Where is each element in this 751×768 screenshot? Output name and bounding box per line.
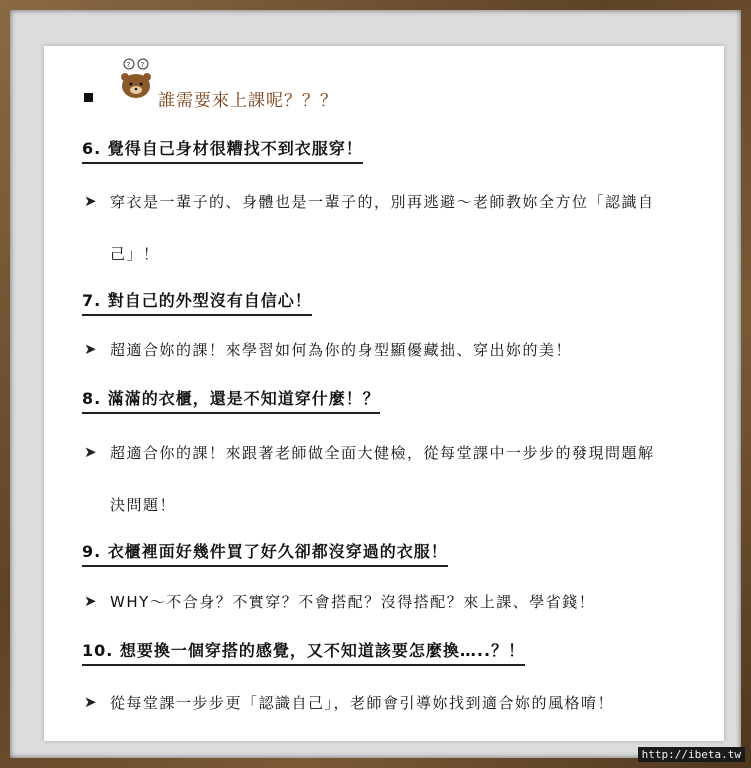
brown-bear-icon	[116, 58, 156, 100]
frame-mat	[10, 10, 741, 758]
heading-item-8	[82, 386, 380, 414]
heading-item-9	[82, 539, 448, 567]
item-text-line: 從每堂課一步步更「認識自己」，老師會引導妳找到適合妳的風格唷！	[110, 694, 615, 712]
item-number: 6.	[82, 139, 102, 158]
arrow-bullet-icon: ➤	[84, 443, 97, 461]
item-text-line: 己」！	[110, 245, 160, 263]
item-text-line: 決問題！	[110, 496, 177, 514]
item-text-line: 超適合妳的課！來學習如何為你的身型顯優藏拙、穿出妳的美！	[110, 341, 573, 359]
paper-sheet	[44, 46, 724, 741]
item-number: 10.	[82, 641, 114, 660]
item-number: 7.	[82, 291, 102, 310]
watermark-url: http://ibeta.tw	[638, 747, 745, 762]
item-heading: 覺得自己身材很糟找不到衣服穿！	[107, 139, 363, 158]
item-heading: 對自己的外型沒有自信心！	[107, 291, 312, 310]
item-number: 8.	[82, 389, 102, 408]
svg-text:?: ?	[140, 61, 145, 69]
item-heading: 衣櫃裡面好幾件買了好久卻都沒穿過的衣服！	[107, 542, 448, 561]
item-text-line: 超適合你的課！來跟著老師做全面大健檢，從每堂課中一步步的發現問題解	[110, 444, 655, 462]
item-number: 9.	[82, 542, 102, 561]
arrow-bullet-icon: ➤	[84, 192, 97, 210]
item-heading: 滿滿的衣櫃，還是不知道穿什麼！？	[107, 389, 380, 408]
item-text-line: WHY～不合身？不實穿？不會搭配？沒得搭配？來上課、學省錢！	[110, 593, 596, 611]
heading-item-7	[82, 288, 312, 316]
section-title: 誰需要來上課呢？？？	[158, 91, 338, 111]
heading-item-10	[82, 638, 525, 666]
arrow-bullet-icon: ➤	[84, 693, 97, 711]
arrow-bullet-icon: ➤	[84, 340, 97, 358]
arrow-bullet-icon: ➤	[84, 592, 97, 610]
square-bullet-icon	[84, 93, 93, 102]
item-heading: 想要換一個穿搭的感覺，又不知道該要怎麼換…..？！	[119, 641, 526, 660]
item-text-line: 穿衣是一輩子的、身體也是一輩子的，別再逃避～老師教妳全方位「認識自	[110, 193, 655, 211]
heading-item-6	[82, 136, 363, 164]
svg-text:?: ?	[126, 61, 131, 69]
